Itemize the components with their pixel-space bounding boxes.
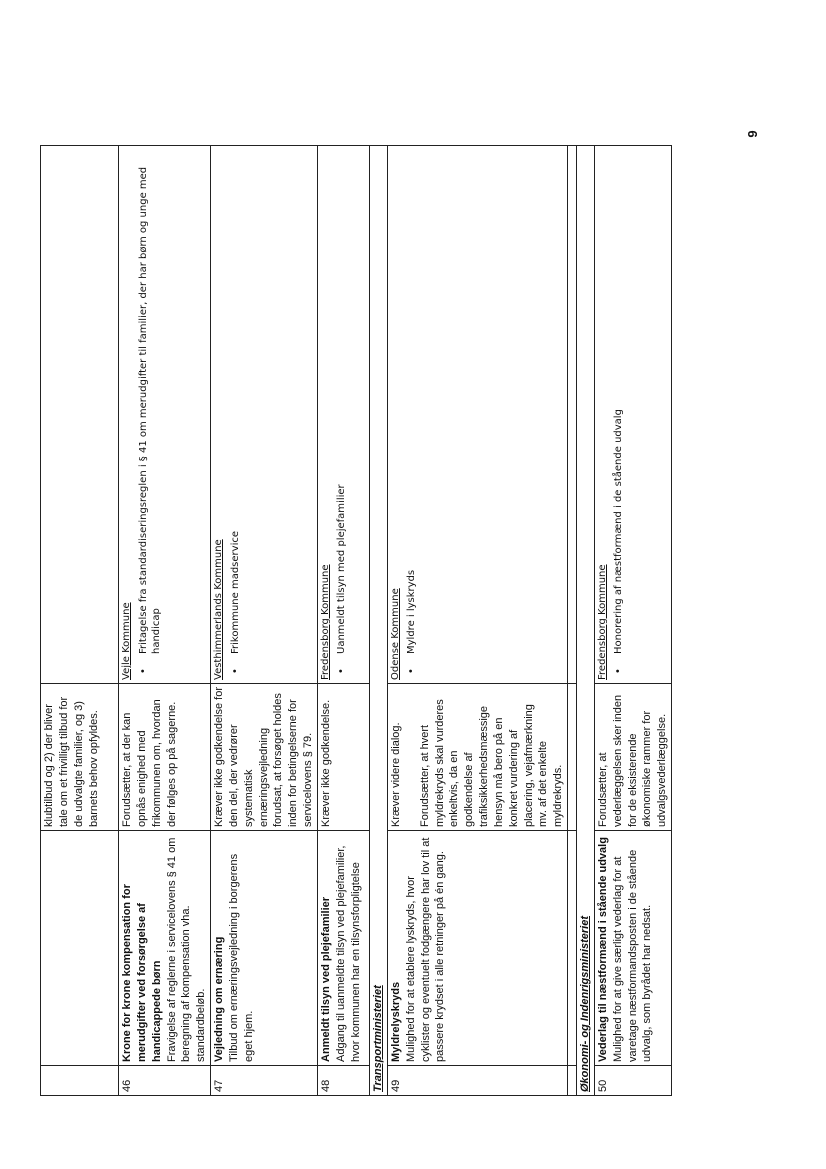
municipality-cell	[211, 146, 318, 684]
assessment-text: Kræver ikke godkendelse.	[319, 699, 332, 827]
proposal-description: Tilbud om ernæringsvejledning i borgerens eget hjem.	[227, 853, 255, 1062]
assessment-text-2: Forudsætter, at hvert myldrekryds skal vurderes enkeltvis, da en godkendelse af trafiksikkerhedsmæssige hensyn må bero på en konkret vurdering af placering, vejafmærkning mv. af det enkelte myldrekryds.	[418, 699, 565, 827]
municipality-cell	[41, 146, 119, 684]
bullet-icon: •	[613, 668, 625, 674]
table-row-47	[211, 146, 318, 1096]
proposal-cell	[41, 831, 119, 1066]
municipality-cell	[387, 146, 567, 684]
spacer-cell	[568, 831, 577, 1066]
assessment-cell	[41, 684, 119, 831]
row-number: 50	[594, 1066, 671, 1096]
municipality-item	[405, 149, 419, 680]
municipality-item-text: Myldre i lyskryds	[406, 569, 418, 654]
assessment-text: Forudsætter, at vederlæggelsen sker inden for de eksisterende økonomiske rammer for udvalgsvederlæggelse.	[596, 694, 669, 827]
table-row-50	[594, 146, 671, 1096]
spacer-cell	[568, 684, 577, 831]
table-row-49	[387, 146, 567, 1096]
assessment-text: Kræver ikke godkendelse for den del, der vedrører systematisk ernæringsvejledning forudsat, at forsøget holdes inden for betingelserne for servicelovens § 79.	[213, 686, 315, 827]
assessment-text-1: Kræver videre dialog.	[389, 722, 402, 827]
municipality-item	[612, 149, 626, 680]
spacer	[404, 687, 418, 827]
section-header-economy	[577, 146, 595, 1096]
municipality-item	[335, 149, 349, 680]
municipality-item-text: Uanmeldt tilsyn med plejefamilier	[336, 484, 348, 654]
assessment-cell	[594, 684, 671, 831]
proposal-description: Mulighed for at give særligt vederlag for at varetage næstformandsposten i de stående udvalg, som byrådet har nedsat.	[611, 849, 654, 1062]
proposal-description: Mulighed for at etablere lyskryds, hvor cyklister og eventuelt fodgængere har lov til at passere krydset i alle retninger på én gang.	[404, 837, 447, 1062]
row-number: 48	[317, 1066, 369, 1096]
proposal-description: Fravigelse af reglerne i servicelovens § 41 om beregning af kompensation vha. standardbeløb.	[165, 837, 208, 1062]
assessment-text: Forudsætter, at der kan opnås enighed med frikommunen om, hvordan der følges op på sagerne.	[121, 699, 178, 827]
municipality-cell	[317, 146, 369, 684]
assessment-cell	[119, 684, 211, 831]
bullet-icon: •	[336, 668, 348, 674]
municipality-cell	[119, 146, 211, 684]
section-title: Transportministeriet	[369, 146, 387, 1096]
proposal-title: Vejledning om ernæring	[213, 936, 226, 1062]
row-number: 46	[119, 1066, 211, 1096]
assessment-text: klubtilbud og 2) der bliver tale om et frivilligt tilbud for de udvalgte familier, og 3) barnets behov opfyldes.	[43, 696, 100, 827]
municipality-name: Vesthimmerlands Kommune	[213, 539, 225, 680]
municipality-item	[137, 149, 164, 680]
municipality-name: Vejle Kommune	[121, 602, 132, 680]
municipality-cell	[594, 146, 671, 684]
assessment-cell	[387, 684, 567, 831]
section-title: Økonomi- og Indenrigsministeriet	[577, 146, 595, 1096]
bullet-icon: •	[406, 668, 418, 674]
proposal-cell	[317, 831, 369, 1066]
rotated-table-wrapper	[40, 146, 669, 1096]
spacer-cell	[568, 146, 577, 684]
proposal-title: Anmeldt tilsyn ved plejefamilier	[319, 896, 332, 1062]
spacer-cell	[568, 1066, 577, 1096]
municipality-proposal-table	[40, 145, 672, 1096]
proposal-cell	[594, 831, 671, 1066]
municipality-item-text: Fritagelse fra standardiseringsreglen i § 41 om merudgifter til familier, der har børn og unge med handicap	[137, 166, 162, 654]
proposal-cell	[387, 831, 567, 1066]
table-row-48	[317, 146, 369, 1096]
row-number: 47	[211, 1066, 318, 1096]
page-number: 9	[745, 130, 760, 138]
row-number-cell	[41, 1066, 119, 1096]
table-row-46	[119, 146, 211, 1096]
assessment-cell	[317, 684, 369, 831]
section-header-transport	[369, 146, 387, 1096]
municipality-item-text: Frikommune madservice	[229, 531, 241, 654]
row-number: 49	[387, 1066, 567, 1096]
table-spacer-row	[568, 146, 577, 1096]
proposal-title: Krone for krone kompensation for merudgifter ved forsørgelse af handicappede børn	[121, 884, 163, 1062]
table-row-continued	[41, 146, 119, 1096]
municipality-name: Odense Kommune	[389, 588, 401, 680]
proposal-title: Vederlag til næstformænd i stående udvalg	[596, 837, 609, 1062]
proposal-description: Adgang til uanmeldte tilsyn ved plejefamilier, hvor kommunen har en tilsynsforpligtelse	[334, 845, 362, 1062]
municipality-name: Fredensborg Kommune	[319, 564, 331, 680]
bullet-icon: •	[137, 668, 149, 674]
proposal-title: Myldrelyskryds	[389, 981, 402, 1062]
municipality-item	[229, 149, 243, 680]
proposal-cell	[119, 831, 211, 1066]
assessment-cell	[211, 684, 318, 831]
municipality-item-text: Honorering af næstformænd i de stående udvalg	[613, 409, 625, 654]
municipality-name: Fredensborg Kommune	[596, 564, 608, 680]
bullet-icon: •	[229, 668, 241, 674]
proposal-cell	[211, 831, 318, 1066]
